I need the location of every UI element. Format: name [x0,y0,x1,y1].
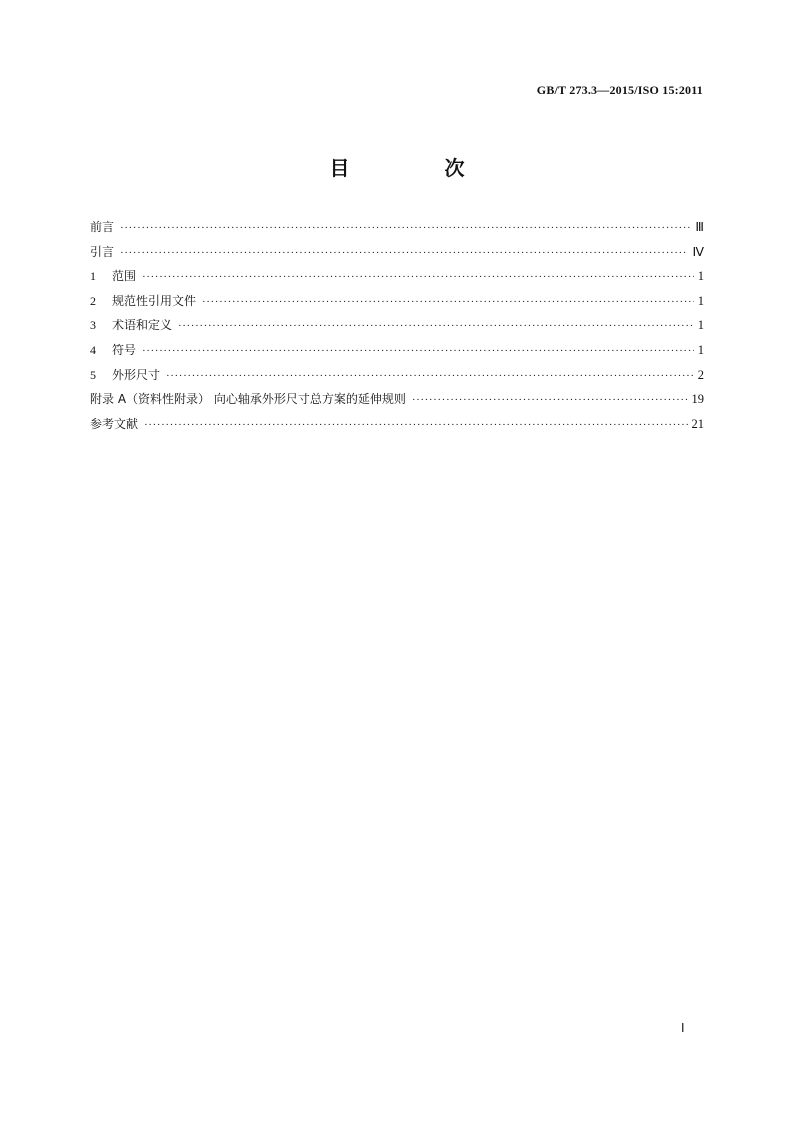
toc-entry-label: 参考文献 [90,416,139,431]
toc-leader-dots [120,243,688,263]
toc-entry-label [90,315,172,335]
toc-entry-label: 附录 A（资料性附录） 向心轴承外形尺寸总方案的延伸规则 [90,392,406,407]
toc-leader-dots [120,218,691,238]
page-title: 目 次 [329,156,509,180]
toc-page-number: 1 [697,318,704,333]
standard-code: GB/T 273.3—2015/ISO 15:2011 [536,83,703,97]
toc-page-number: Ⅲ [695,220,704,234]
toc-section-title: 术语和定义 [112,318,173,333]
toc-leader-dots [166,366,694,386]
toc-entry-label [90,266,136,286]
toc-entry-symbols[interactable] [90,340,704,365]
toc-section-number: 5 [90,367,96,382]
toc-entry-boundary-dimensions[interactable] [90,365,704,390]
toc-section-title: 外形尺寸 [112,367,161,382]
toc-section-number: 1 [90,269,96,284]
toc-leader-dots [144,415,687,435]
toc-leader-dots [178,316,694,336]
toc-entry-introduction[interactable] [90,242,704,267]
toc-page-number: 1 [697,269,704,284]
toc-entry-normative-references[interactable] [90,291,704,316]
toc-page-number: 21 [691,416,704,431]
toc-page-number: 1 [697,293,704,308]
toc-entry-foreword[interactable] [90,217,704,242]
toc-section-title: 符号 [112,342,137,357]
toc-entry-scope[interactable] [90,266,704,291]
toc-page-number: 1 [697,342,704,357]
toc-entry-label: 引言 [90,244,115,259]
toc-leader-dots [412,390,688,410]
toc-entry-label [90,365,160,385]
toc-section-title: 规范性引用文件 [112,293,197,308]
standard-code-header [537,83,703,98]
toc-entry-bibliography[interactable] [90,414,704,439]
toc-page-number: 19 [691,392,704,407]
toc-entry-terms-definitions[interactable] [90,315,704,340]
toc-leader-dots [202,292,694,312]
toc-leader-dots [142,267,694,287]
toc-entry-label [90,340,136,360]
toc-page-number: Ⅳ [692,244,704,259]
toc-section-number: 3 [90,318,96,333]
toc-section-number: 2 [90,293,96,308]
page-number-footer: Ⅰ [681,1021,685,1035]
toc-entry-label [90,291,196,311]
toc-page-number: 2 [697,367,704,382]
toc-section-number: 4 [90,342,96,357]
toc-entry-annex-a[interactable] [90,389,704,414]
toc-leader-dots [142,341,694,361]
toc-section-title: 范围 [112,269,137,284]
toc-entry-label: 前言 [90,220,115,234]
table-of-contents [90,217,704,438]
